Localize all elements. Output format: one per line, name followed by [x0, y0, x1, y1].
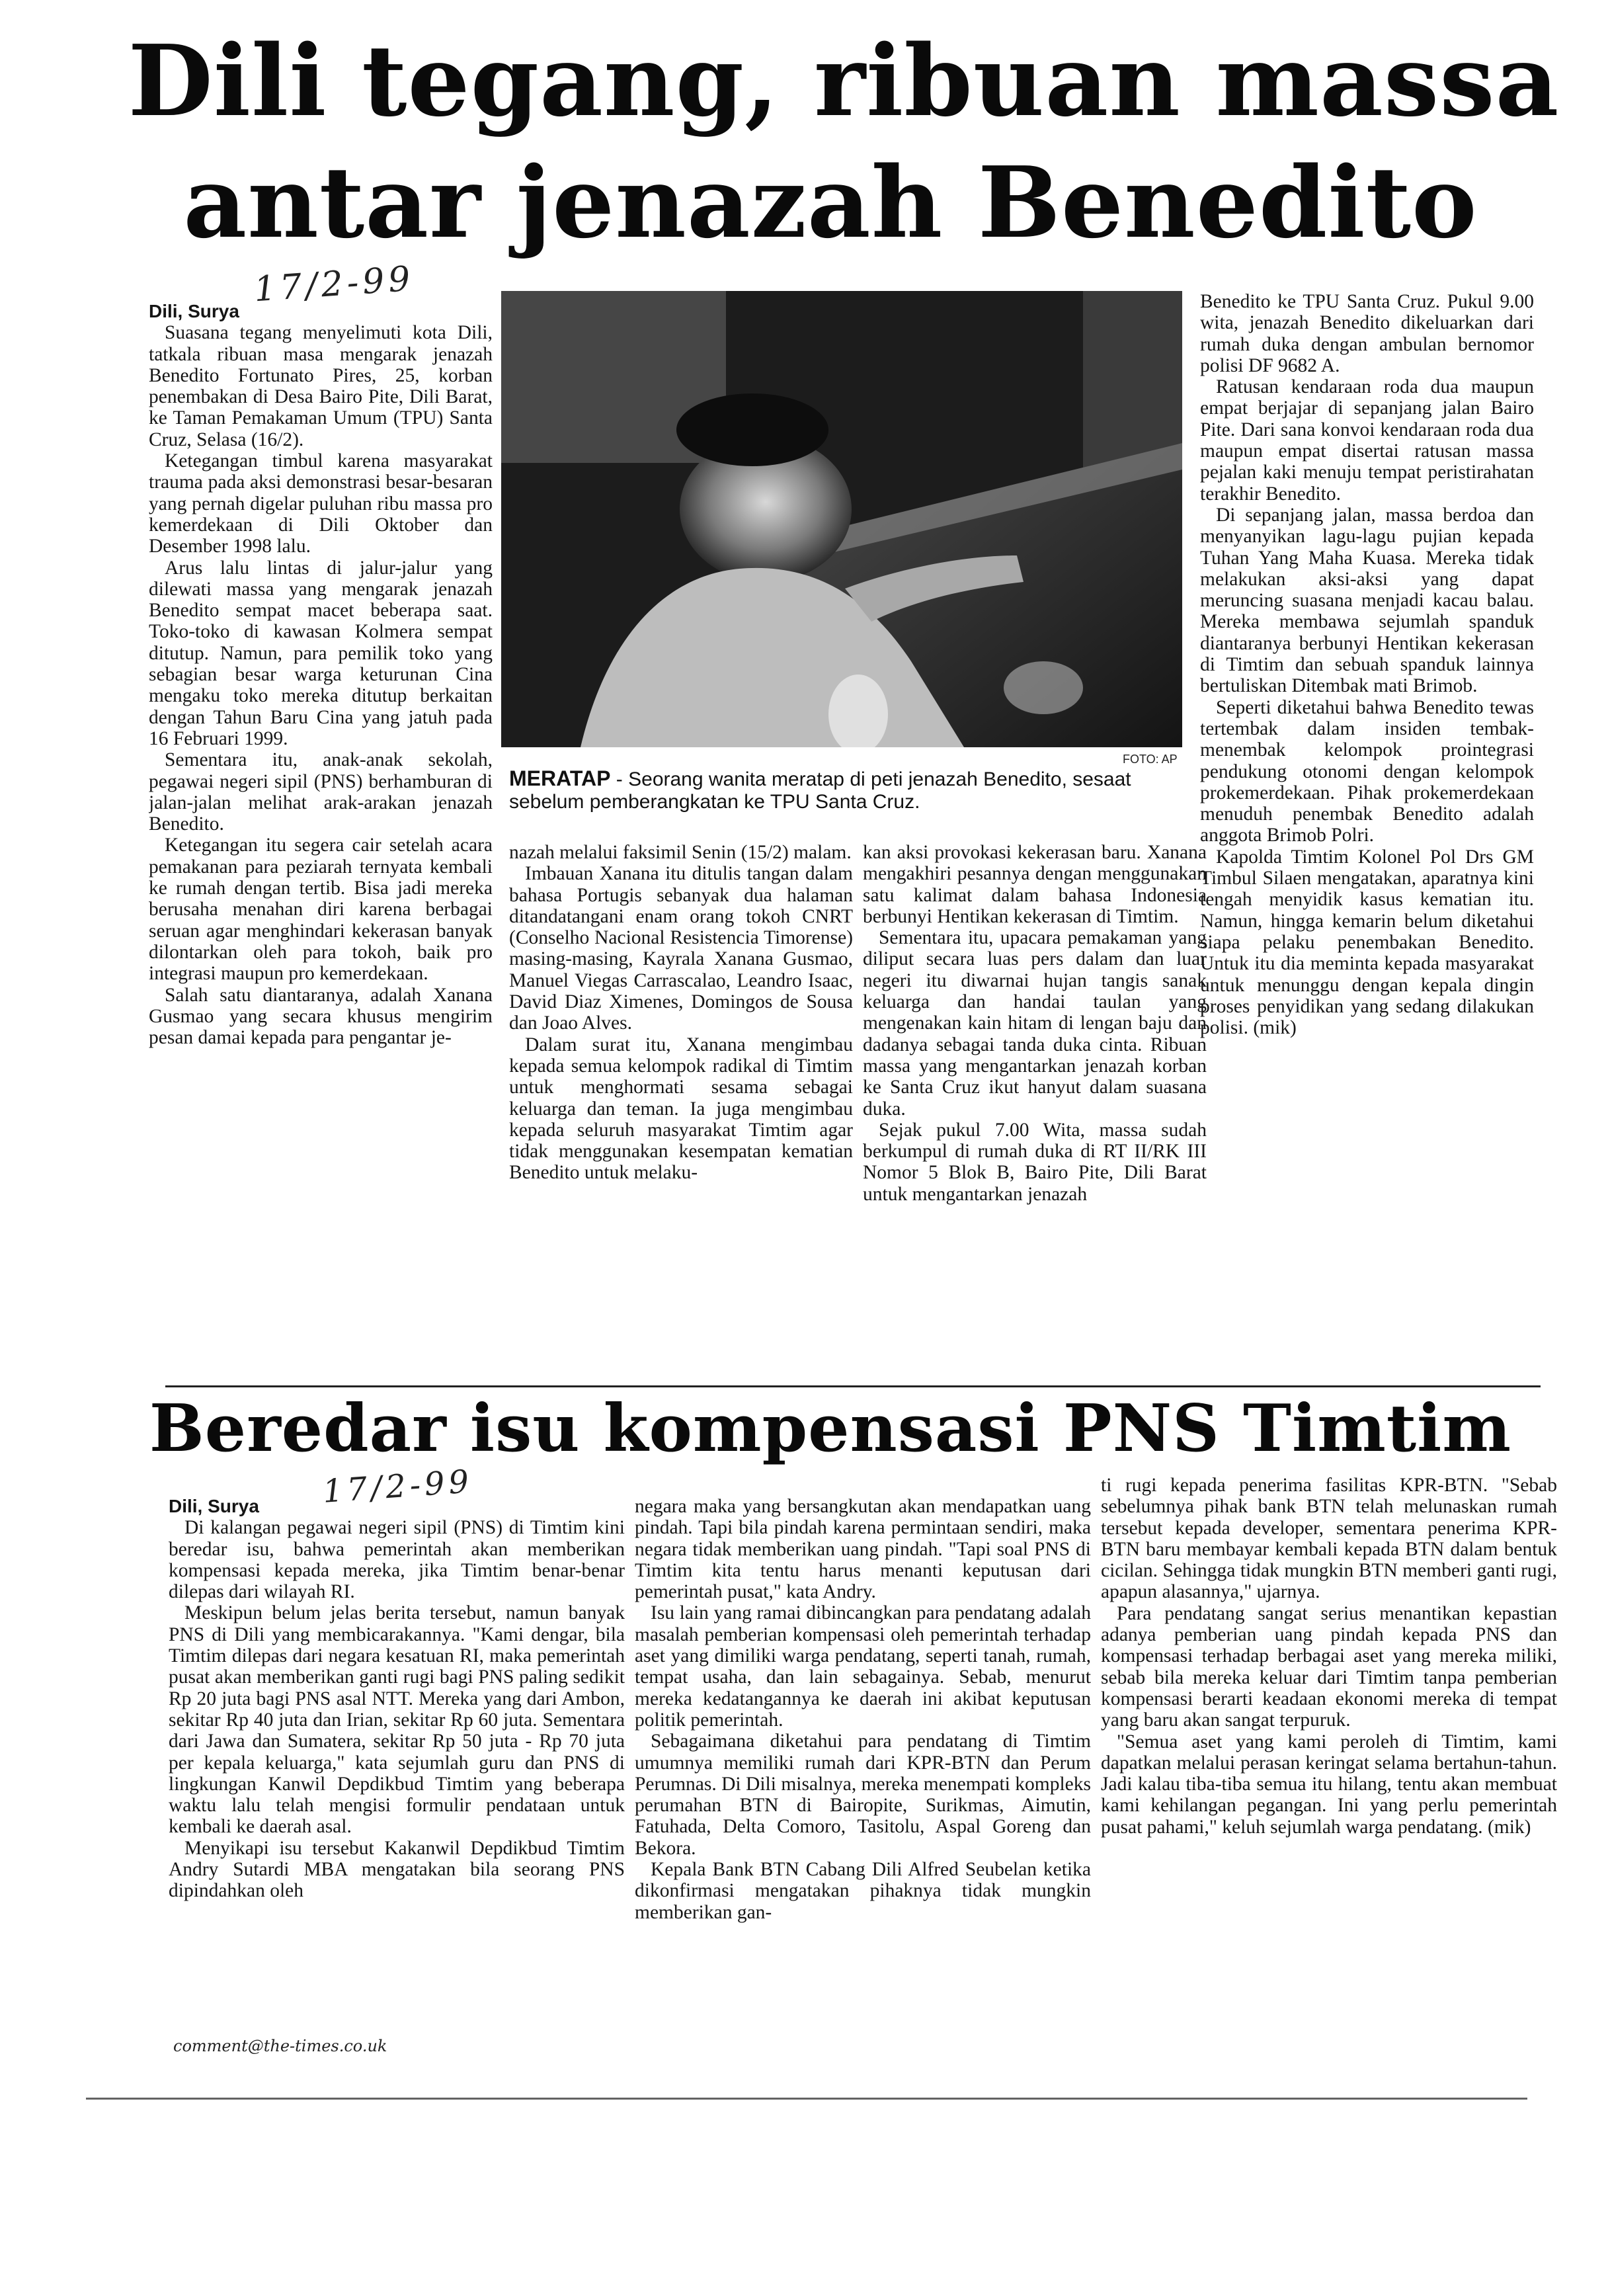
- paragraph: Sementara itu, anak-anak sekolah, pegawai negeri sipil (PNS) berhamburan di jalan-jalan melihat arak-arakan jenazah Benedito.: [149, 749, 493, 835]
- headline-article-2: Beredar isu kompensasi PNS Timtim: [149, 1391, 1512, 1467]
- article-divider: [165, 1385, 1541, 1387]
- headline-line-1: Dili tegang, ribuan massa: [128, 23, 1560, 138]
- paragraph: Para pendatang sangat serius menantikan kepastian adanya pemberian uang pindah kepada PNS dan kompensasi terhadap berbagai aset yang mereka miliki, sebab bila mereka keluar dari Timtim tanpa pemberian kompensasi berarti keadaan ekonomi mereka di tempat yang baru akan sangat terpuruk.: [1101, 1602, 1557, 1731]
- paragraph: Ratusan kendaraan roda dua maupun empat berjajar di sepanjang jalan Bairo Pite. Dari sana konvoi kendaraan roda dua maupun empat disertai ratusan massa pejalan kaki menuju tempat peristirahatan terakhir Benedito.: [1200, 376, 1534, 505]
- headline-line-2: antar jenazah Benedito: [183, 145, 1478, 260]
- paragraph: Imbauan Xanana itu ditulis tangan dalam bahasa Portugis sebanyak dua halaman ditandatangani enam orang tokoh CNRT (Conselho Nacional Resistencia Timorense) masing-masing, Kayrala Xanana Gusmao, Manuel Viegas Carrascalao, Leandro Isaac, David Diaz Ximenes, Domingos de Sousa dan Joao Alves.: [509, 863, 853, 1034]
- paragraph: Meskipun belum jelas berita tersebut, namun banyak PNS di Dili yang membicarakannya. "Kami dengar, bila Timtim dilepas dari negara kesatuan RI, maka pemerintah pusat akan memberikan ganti rugi bagi PNS paling sedikit Rp 20 juta bagi PNS asal NTT. Mereka yang dari Ambon, sekitar Rp 40 juta dan Irian, sekitar Rp 60 juta. Sementara dari Jawa dan Sumatera, sekitar Rp 50 juta - Rp 70 juta per kepala keluarga," kata sejumlah guru dan PNS di lingkungan Kanwil Depdikbud Timtim yang beberapa waktu lalu telah mengisi formulir pendataan untuk kembali ke daerah asal.: [169, 1602, 625, 1838]
- handwritten-date-2: 17/2-99: [321, 1463, 474, 1510]
- paragraph: Ketegangan timbul karena masyarakat trauma pada aksi demonstrasi besar-besaran yang pernah digelar puluhan ribu massa pro kemerdekaan di Dili Oktober dan Desember 1998 lalu.: [149, 450, 493, 557]
- photo-caption: [509, 767, 1197, 813]
- paragraph: Benedito ke TPU Santa Cruz. Pukul 9.00 wita, jenazah Benedito dikeluarkan dari rumah duka dengan ambulan bernomor polisi DF 9682 A.: [1200, 291, 1534, 376]
- paragraph: Suasana tegang menyelimuti kota Dili, tatkala ribuan masa mengarak jenazah Benedito Fortunato Pires, 25, korban penembakan di Desa Bairo Pite, Dili Barat, ke Taman Pemakaman Umum (TPU) Santa Cruz, Selasa (16/2).: [149, 322, 493, 450]
- news-photo: [501, 291, 1182, 747]
- dateline: Dili, Surya: [169, 1496, 259, 1516]
- paragraph: ti rugi kepada penerima fasilitas KPR-BTN. "Sebab sebelumnya pihak bank BTN telah melunaskan rumah tersebut kepada developer, sementara penerima KPR-BTN baru membayar kembali kepada BTN dalam bentuk cicilan. Sehingga tidak mungkin BTN memberi ganti rugi, apapun alasannya," ujarnya.: [1101, 1475, 1557, 1603]
- paragraph: Sejak pukul 7.00 Wita, massa sudah berkumpul di rumah duka di RT II/RK III Nomor 5 Blok B, Bairo Pite, Dili Barat untuk mengantarkan jenazah: [863, 1119, 1207, 1205]
- paragraph: Dalam surat itu, Xanana mengimbau kepada semua kelompok radikal di Timtim untuk menghormati sesama sebagai keluarga dan teman. Ia juga mengimbau kepada seluruh masyarakat Timtim agar tidak menggunakan kesempatan kematian Benedito untuk melaku-: [509, 1034, 853, 1184]
- handwritten-date: 17/2-99: [253, 259, 416, 310]
- paragraph: Salah satu diantaranya, adalah Xanana Gusmao yang secara khusus mengirim pesan damai kepada para pengantar je-: [149, 984, 493, 1049]
- paragraph: kan aksi provokasi kekerasan baru. Xanana mengakhiri pesannya dengan menggunakan satu kalimat dalam bahasa Indonesia berbunyi Hentikan kekerasan di Timtim.: [863, 842, 1207, 927]
- dateline: Dili, Surya: [149, 301, 239, 321]
- paragraph: Menyikapi isu tersebut Kakanwil Depdikbud Timtim Andry Sutardi MBA mengatakan bila seorang PNS dipindahkan oleh: [169, 1837, 625, 1902]
- paragraph: Arus lalu lintas di jalur-jalur yang dilewati massa yang mengarak jenazah Benedito sempat macet beberapa saat. Toko-toko di kawasan Kolmera sempat ditutup. Namun, para pemilik toko yang sebagian besar warga keturunan Cina mengaku toko mereka ditutup berkaitan dengan Tahun Baru Cina yang jatuh pada 16 Februari 1999.: [149, 557, 493, 749]
- article2-column-1: [169, 1496, 625, 1998]
- paragraph: Isu lain yang ramai dibincangkan para pendatang adalah masalah pemberian kompensasi oleh pemerintah terhadap aset yang dimiliki warga pendatang, seperti tanah, rumah, tempat usaha, dan lain sebagainya. Sebab, menurut mereka kedatangannya ke daerah ini akibat keputusan politik pemerintah.: [635, 1602, 1091, 1731]
- paragraph: "Semua aset yang kami peroleh di Timtim, kami dapatkan melalui perasan keringat selama bertahun-tahun. Jadi kalau tiba-tiba semua itu hilang, tentu akan membuat kami kehilangan pegangan. Ini yang perlu pemerintah pusat pahami," keluh sejumlah warga pendatang. (mik): [1101, 1731, 1557, 1838]
- article1-column-1: [149, 301, 493, 1395]
- paragraph: Di kalangan pegawai negeri sipil (PNS) di Timtim kini beredar isu, bahwa pemerintah akan memberikan kompensasi kepada mereka, jika Timtim benar-benar dilepas dari wilayah RI.: [169, 1517, 625, 1603]
- article2-column-2: [635, 1496, 1091, 2012]
- caption-label: MERATAP: [509, 766, 611, 790]
- paragraph: Kepala Bank BTN Cabang Dili Alfred Seubelan ketika dikonfirmasi mengatakan pihaknya tidak mungkin memberikan gan-: [635, 1859, 1091, 1923]
- paragraph: Kapolda Timtim Kolonel Pol Drs GM Timbul Silaen mengatakan, aparatnya kini tengah menyidik kasus kematian itu. Namun, hingga kemarin belum diketahui siapa pelaku penembakan Benedito. Untuk itu dia meminta kepada masyarakat untuk menunggu dengan kepala dingin proses penyidikan yang sedang dilakukan polisi. (mik): [1200, 846, 1534, 1039]
- paragraph: Sementara itu, upacara pemakaman yang diliput secara luas pers dalam dan luar negeri itu diwarnai hujan tangis sanak keluarga dan handai taulan yang mengenakan kain hitam di lengan baju dan dadanya sebagai tanda duka cinta. Ribuan massa yang mengantarkan jenazah korban ke Santa Cruz ikut hanyut dalam suasana duka.: [863, 927, 1207, 1120]
- paragraph: negara maka yang bersangkutan akan mendapatkan uang pindah. Tapi bila pindah karena permintaan sendiri, maka negara tidak memberikan uang pindah. "Tapi soal PNS di Timtim kita tentu harus menanti keputusan dari pemerintah pusat," kata Andry.: [635, 1496, 1091, 1603]
- paragraph: Seperti diketahui bahwa Benedito tewas tertembak dalam insiden tembak-menembak kelompok prointegrasi pendukung otonomi dengan kelompok prokemerdekaan. Pihak prokemerdekaan menuduh penembak Benedito adalah anggota Brimob Polri.: [1200, 696, 1534, 846]
- paragraph: Sebagaimana diketahui para pendatang di Timtim umumnya memiliki rumah dari KPR-BTN dan Perum Perumnas. Di Dili misalnya, mereka menempati kompleks perumahan BTN di Bairopite, Surikmas, Aimutin, Fatuhada, Delta Comoro, Tasitolu, Aspal Goreng dan Bekora.: [635, 1731, 1091, 1859]
- article1-column-3: [863, 842, 1207, 1384]
- paragraph: Di sepanjang jalan, massa berdoa dan menyanyikan lagu-lagu pujian kepada Tuhan Yang Maha Kuasa. Mereka tidak melakukan aksi-aksi yang dapat meruncing suasana menjadi kacau balau. Mereka membawa sejumlah spanduk diantaranya berbunyi Hentikan kekerasan di Timtim dan sebuah spanduk lainnya bertuliskan Ditembak mati Brimob.: [1200, 504, 1534, 697]
- paragraph: nazah melalui faksimil Senin (15/2) malam.: [509, 842, 852, 863]
- article2-column-3: [1101, 1475, 1557, 2010]
- article1-column-2: [509, 842, 853, 1377]
- paragraph: Ketegangan itu segera cair setelah acara pemakanan para peziarah ternyata kembali ke rumah dengan tertib. Bisa jadi mereka berusaha menahan diri karena berbagai seruan agar menghindari kekerasan banyak dilontarkan oleh para tokoh, baik pro integrasi maupun pro kemerdekaan.: [149, 835, 493, 985]
- caption-text: - Seorang wanita meratap di peti jenazah Benedito, sesaat sebelum pemberangkatan ke TPU Santa Cruz.: [509, 768, 1131, 813]
- footer-email: comment@the-times.co.uk: [173, 2037, 387, 2055]
- article1-column-4: [1200, 291, 1534, 1382]
- bottom-rule: [86, 2098, 1527, 2100]
- mourning-woman-photo: [501, 291, 1182, 747]
- photo-credit: FOTO: AP: [1123, 753, 1178, 766]
